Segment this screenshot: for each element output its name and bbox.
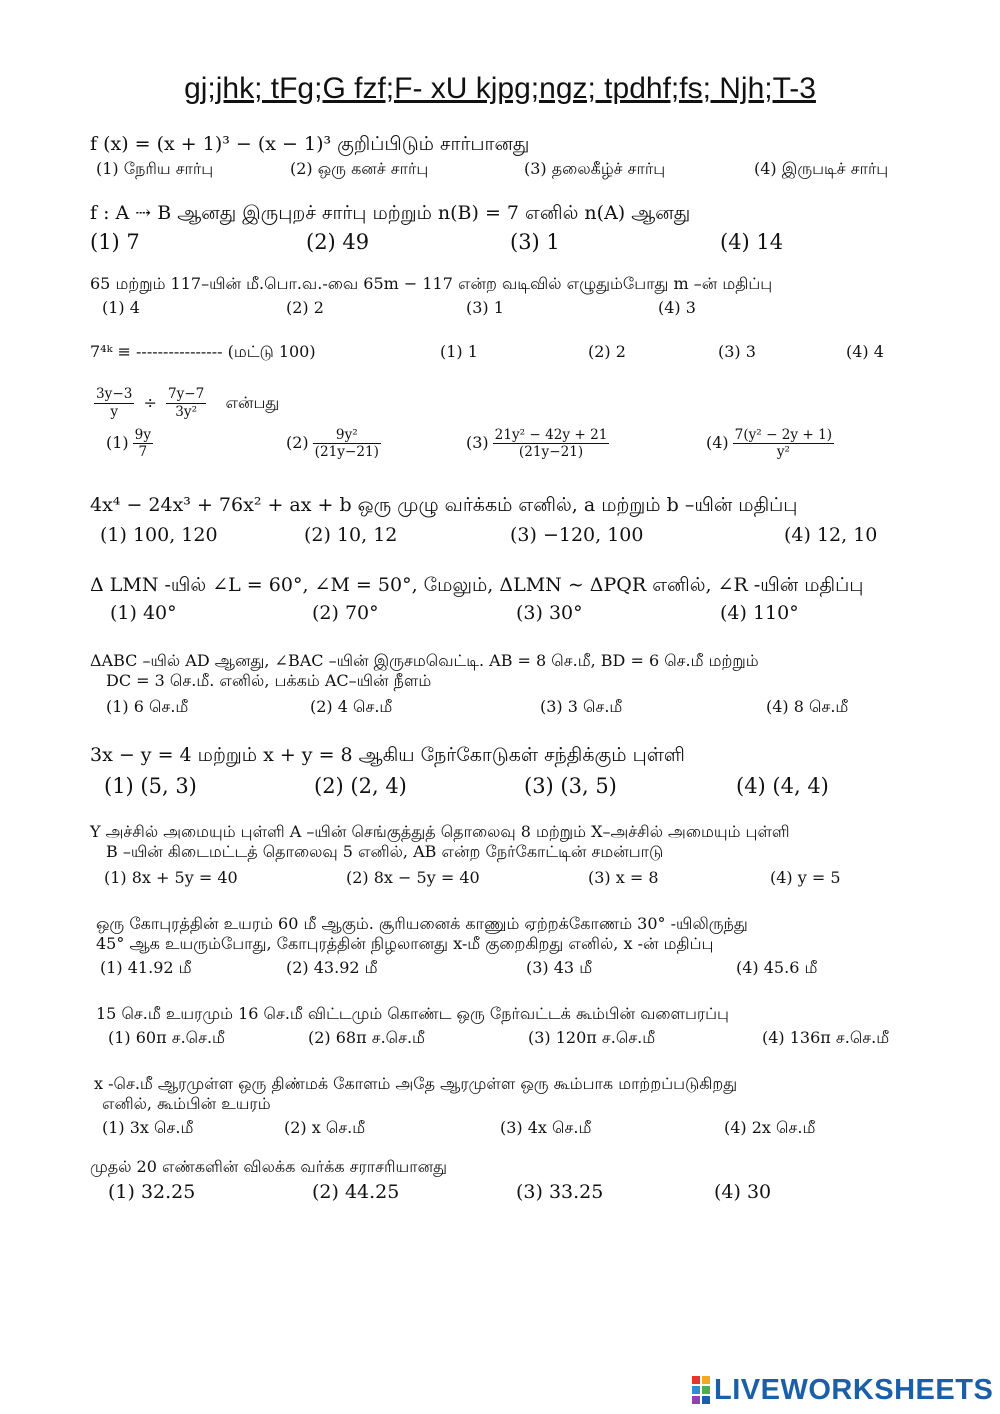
option-1[interactable]: (1) 100, 120 [100,523,218,546]
option-2[interactable]: (2) x செ.மீ [284,1118,366,1137]
question-stem: 7⁴ᵏ ≡ ---------------- (மட்டு 100) [90,342,316,361]
question-stem: ΔABC –யில் AD ஆனது, ∠BAC –யின் இருசமவெட்டி. AB = 8 செ.மீ, BD = 6 செ.மீ மற்றும் [90,651,759,670]
question-4 [90,342,910,370]
option-2[interactable]: (2) ஒரு கனச் சார்பு [290,158,429,178]
option-2[interactable]: (2) $\frac{\text{9y²}}{(21y-21)}$ [286,426,379,460]
liveworksheets-logo [692,1374,993,1406]
option-4[interactable]: (4) 8 செ.மீ [766,697,849,716]
option-4[interactable]: (4) 14 [720,229,784,254]
option-1[interactable]: (1) 3x செ.மீ [102,1118,194,1137]
page-title: gj;jhk; tFg;G fzf;F- xU kjpg;ngz; tpdhf;fs; Njh;T-3 [184,72,816,105]
question-stem: Y அச்சில் அமையும் புள்ளி A –யின் செங்குத்துத் தொலைவு 8 மற்றும் X–அச்சில் அமையும் புள்ளி [90,822,790,841]
option-4[interactable]: (4) y = 5 [770,868,841,887]
option-4[interactable]: (4) 2x செ.மீ [724,1118,816,1137]
option-2[interactable]: (2) 70° [312,601,379,624]
option-4[interactable]: (4) (4, 4) [736,773,829,798]
option-1[interactable]: (1) 32.25 [108,1181,196,1203]
option-4[interactable]: (4) $\frac{\text{7(y² − 2y + 1)}}{\text{y²}}$ [706,426,833,460]
option-1[interactable]: (1) நேரிய சார்பு [96,158,214,178]
question-2 [90,202,910,258]
option-2[interactable]: (2) 2 [588,342,626,361]
fraction: $\frac{3y-3}{y}$ [96,386,133,420]
question-stem: DC = 3 செ.மீ. எனில், பக்கம் AC–யின் நீளம் [106,671,432,690]
option-2[interactable]: (2) (2, 4) [314,773,407,798]
question-12 [90,1004,910,1056]
question-8 [90,651,910,725]
question-stem: B –யின் கிடைமட்டத் தொலைவு 5 எனில், AB என்ற நேர்கோட்டின் சமன்பாடு [106,842,664,861]
option-4[interactable]: (4) இருபடிச் சார்பு [754,158,889,178]
question-5 [90,386,910,477]
option-2[interactable]: (2) 44.25 [312,1181,400,1203]
question-14 [90,1157,910,1209]
option-2[interactable]: (2) 4 செ.மீ [310,697,393,716]
option-3[interactable]: (3) $\frac{\text{21y² − 42y + 21}}{(21y-21)}$ [466,426,608,460]
option-3[interactable]: (3) (3, 5) [524,773,617,798]
option-1[interactable]: (1) 8x + 5y = 40 [104,868,238,887]
question-6 [90,494,910,552]
option-3[interactable]: (3) 33.25 [516,1181,604,1203]
question-13 [90,1074,910,1146]
question-stem: 65 மற்றும் 117–யின் மீ.பொ.வ.-வை 65m − 117 என்ற வடிவில் எழுதும்போது m –ன் மதிப்பு [90,274,773,293]
option-2[interactable]: (2) 2 [286,298,324,317]
question-9 [90,744,910,802]
question-stem: Δ LMN -யில் ∠L = 60°, ∠M = 50°, மேலும், ΔLMN ∼ ΔPQR எனில், ∠R -யின் மதிப்பு [90,574,864,596]
option-3[interactable]: (3) x = 8 [588,868,659,887]
option-3[interactable]: (3) 30° [516,601,583,624]
question-7 [90,574,910,630]
option-3[interactable]: (3) 1 [466,298,504,317]
option-1[interactable]: (1) $\frac{9y}{7}$ [106,426,152,460]
question-stem: f : A ⇢ B ஆனது இருபுறச் சார்பு மற்றும் n(B) = 7 எனில் n(A) ஆனது [90,202,691,224]
option-4[interactable]: (4) 45.6 மீ [736,958,818,977]
option-4[interactable]: (4) 136π ச.செ.மீ [762,1028,890,1047]
option-1[interactable]: (1) 60π ச.செ.மீ [108,1028,225,1047]
option-1[interactable]: (1) 4 [102,298,140,317]
question-stem: 3x − y = 4 மற்றும் x + y = 8 ஆகிய நேர்கோடுகள் சந்திக்கும் புள்ளி [90,744,685,766]
option-4[interactable]: (4) 12, 10 [784,523,878,546]
question-stem: 4x⁴ − 24x³ + 76x² + ax + b ஒரு முழு வர்க்கம் எனில், a மற்றும் b –யின் மதிப்பு [90,494,798,516]
fraction: $\frac{7y-7}{\text{3y²}}$ [167,386,205,420]
option-2[interactable]: (2) 10, 12 [304,523,398,546]
question-stem: f (x) = (x + 1)³ − (x − 1)³ குறிப்பிடும் சார்பானது [90,133,530,155]
option-4[interactable]: (4) 4 [846,342,884,361]
option-2[interactable]: (2) 68π ச.செ.மீ [308,1028,425,1047]
option-3[interactable]: (3) 1 [510,229,560,254]
option-1[interactable]: (1) (5, 3) [104,773,197,798]
option-3[interactable]: (3) 3 [718,342,756,361]
option-4[interactable]: (4) 110° [720,601,799,624]
question-stem: x -செ.மீ ஆரமுள்ள ஒரு திண்மக் கோளம் அதே ஆரமுள்ள ஒரு கூம்பாக மாற்றப்படுகிறது [94,1074,738,1093]
question-stem: எனில், கூம்பின் உயரம் [102,1094,271,1113]
question-stem: $\frac{3y-3}{y}$ ÷ $\frac{7y-7}{\text{3y²}}$ என்பது [96,386,280,420]
option-1[interactable]: (1) 41.92 மீ [100,958,192,977]
option-3[interactable]: (3) 4x செ.மீ [500,1118,592,1137]
question-10 [90,822,910,896]
question-11 [90,914,910,986]
option-3[interactable]: (3) 3 செ.மீ [540,697,623,716]
option-1[interactable]: (1) 7 [90,229,140,254]
option-2[interactable]: (2) 49 [306,229,370,254]
question-stem: 15 செ.மீ உயரமும் 16 செ.மீ விட்டமும் கொண்ட ஒரு நேர்வட்டக் கூம்பின் வளைபரப்பு [96,1004,729,1023]
question-3 [90,274,910,326]
question-1 [90,133,910,187]
question-stem: முதல் 20 எண்களின் விலக்க வர்க்க சராசரியானது [90,1157,447,1176]
logo-text: LIVEWORKSHEETS [714,1373,994,1406]
option-3[interactable]: (3) 120π ச.செ.மீ [528,1028,656,1047]
option-3[interactable]: (3) −120, 100 [510,523,644,546]
option-2[interactable]: (2) 43.92 மீ [286,958,378,977]
question-stem: 45° ஆக உயரும்போது, கோபுரத்தின் நிழலானது x-மீ குறைகிறது எனில், x -ன் மதிப்பு [96,934,714,953]
option-4[interactable]: (4) 30 [714,1181,772,1203]
liveworksheets-logo-icon [692,1376,710,1404]
option-2[interactable]: (2) 8x − 5y = 40 [346,868,480,887]
option-4[interactable]: (4) 3 [658,298,696,317]
option-1[interactable]: (1) 1 [440,342,478,361]
option-3[interactable]: (3) தலைகீழ்ச் சார்பு [524,158,666,178]
question-stem: ஒரு கோபுரத்தின் உயரம் 60 மீ ஆகும். சூரியனைக் காணும் ஏற்றக்கோணம் 30° -யிலிருந்து [96,914,748,933]
option-1[interactable]: (1) 6 செ.மீ [106,697,189,716]
option-3[interactable]: (3) 43 மீ [526,958,593,977]
option-1[interactable]: (1) 40° [110,601,177,624]
